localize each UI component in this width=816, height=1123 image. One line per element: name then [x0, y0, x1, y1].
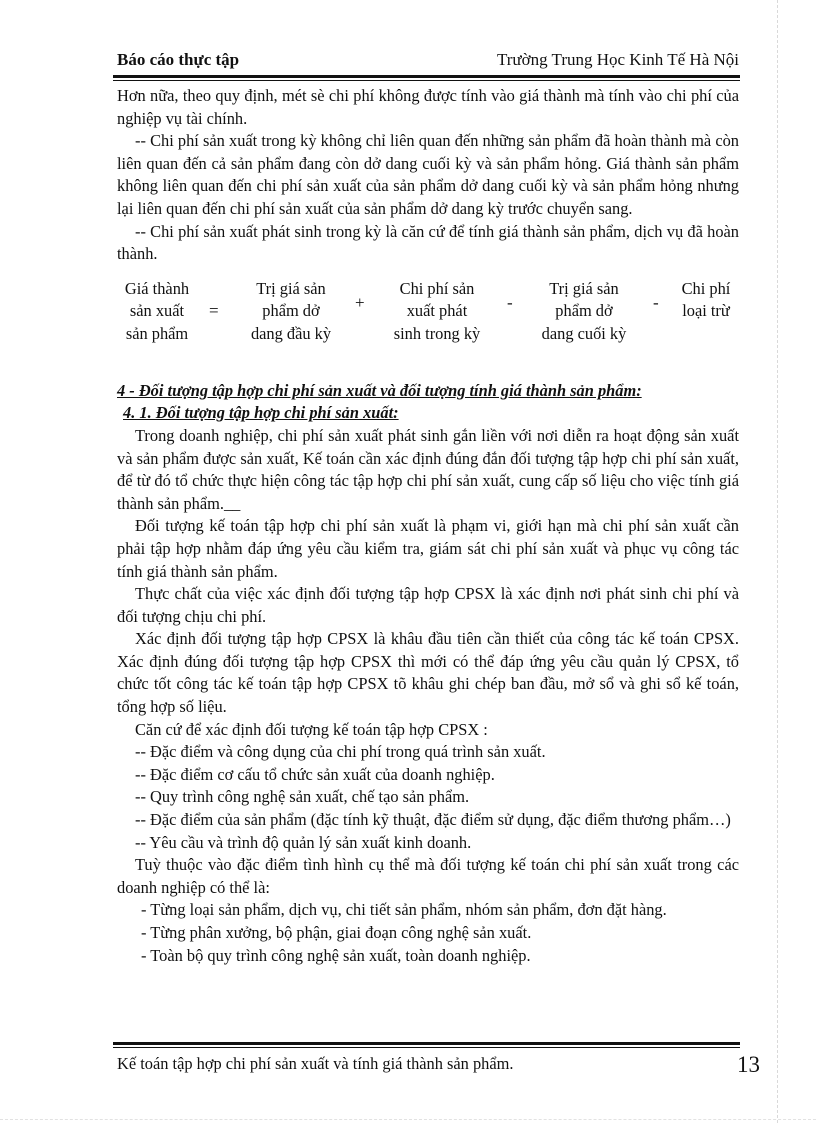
paragraph: Trong doanh nghiệp, chi phí sản xuất phát sinh gắn liền với nơi diễn ra hoạt động sản xuất và sản phẩm được sản xuất, Kế toán cần xác định đúng đắn đối tượng tập hợp chi phí sản xuất, để từ đó tổ chức thực hiện công tác tập hợp chi phí sản xuất, cung cấp số liệu cho việc tính giá thành sản phẩm.__ — [117, 425, 739, 513]
header-rule-thick — [113, 75, 740, 78]
page-number: 13 — [737, 1052, 760, 1077]
paragraph: -- Chi phí sản xuất trong kỳ không chỉ liên quan đến những sản phẩm đã hoàn thành mà còn liên quan đến cả sản phẩm đang còn dở dang cuối kỳ và sản phẩm hỏng. Giá thành sản phẩm không liên quan đến chi phí sản xuất của sản phẩm dở dang cuối kỳ và sản phẩm hỏng nhưng lại liên quan đến chi phí sản xuất của sản phẩm dở dang kỳ trước chuyển sang. — [117, 131, 739, 218]
cost-formula — [117, 278, 739, 366]
paragraph: Hơn nữa, theo quy định, mét sè chi phí không được tính vào giá thành mà tính vào chi phí của nghiệp vụ tài chính. — [117, 86, 739, 128]
list-item: -- Đặc điểm cơ cấu tổ chức sản xuất của doanh nghiệp. — [135, 764, 495, 784]
formula-line: dang đầu kỳ — [250, 323, 332, 343]
list-item: - Toàn bộ quy trình công nghệ sản xuất, toàn doanh nghiệp. — [141, 945, 531, 965]
paragraph: Tuỳ thuộc vào đặc điểm tình hình cụ thể mà đối tượng kế toán chi phí sản xuất trong các doanh nghiệp có thể là: — [117, 855, 739, 897]
formula-line: Chi phí — [681, 278, 731, 298]
list-item: -- Đặc điểm và công dụng của chi phí trong quá trình sản xuất. — [135, 742, 546, 762]
footer-rule-thick — [113, 1042, 740, 1045]
page-body — [117, 85, 739, 967]
list-item: -- Quy trình công nghệ sản xuất, chế tạo sản phẩm. — [135, 787, 470, 807]
formula-minus-sign: - — [507, 292, 513, 312]
paragraph: Xác định đối tượng tập hợp CPSX là khâu đầu tiên cần thiết của công tác kế toán CPSX. Xác định đúng đối tượng tập hợp CPSX thì mới có thể đáp ứng yêu cầu quản lý CPSX, tổ chức tốt công tác kế toán tập hợp CPSX tõ khâu ghi chép ban đầu, mở sổ và ghi sổ kế toán, tổng hợp số liệu. — [117, 629, 739, 717]
list-item: - Từng loại sản phẩm, dịch vụ, chi tiết sản phẩm, nhóm sản phẩm, đơn đặt hàng. — [141, 900, 667, 920]
section-heading: 4 - Đối tượng tập hợp chi phí sản xuất và đối tượng tính giá thành sản phẩm: — [117, 380, 642, 400]
header-school-name: Trường Trung Học Kinh Tế Hà Nội — [496, 50, 739, 69]
paragraph: Đối tượng kế toán tập hợp chi phí sản xuất là phạm vi, giới hạn mà chi phí sản xuất cần phải tập hợp nhằm đáp ứng yêu cầu kiểm tra, giám sát chi phí sản xuất và phục vụ công tác tính giá thành sản phẩm. — [117, 516, 739, 581]
formula-line: xuất phát — [406, 301, 468, 321]
formula-line: Trị giá sản — [256, 278, 326, 298]
formula-line: sản xuất — [129, 301, 185, 321]
paragraph: Thực chất của việc xác định đối tượng tập hợp CPSX là xác định nơi phát sinh chi phí và đối tượng chịu chi phí. — [117, 584, 739, 626]
header-rule-thin — [113, 80, 740, 81]
paragraph: -- Chi phí sản xuất phát sinh trong kỳ là căn cứ để tính giá thành sản phẩm, dịch vụ đã hoàn thành. — [117, 221, 739, 264]
formula-line: sinh trong kỳ — [393, 323, 481, 343]
page-edge-horizontal — [0, 1119, 816, 1120]
formula-term-opening-wip — [235, 278, 347, 346]
formula-line: Chi phí sản — [399, 278, 475, 298]
formula-line: phẩm dở — [262, 301, 320, 321]
formula-term-product-cost — [117, 278, 197, 346]
list-item: -- Đặc điểm của sản phẩm (đặc tính kỹ thuật, đặc điểm sử dụng, đặc điểm thương phẩm…) — [135, 810, 731, 830]
formula-line: Trị giá sản — [549, 278, 619, 298]
footer-rule-thin — [113, 1047, 740, 1048]
list-item: -- Yêu cầu và trình độ quản lý sản xuất kinh doanh. — [135, 832, 472, 852]
formula-term-period-cost — [379, 278, 495, 346]
formula-line: phẩm dở — [555, 301, 613, 321]
formula-minus-sign: - — [653, 292, 659, 312]
header-report-title: Báo cáo thực tập — [117, 50, 240, 69]
formula-plus-sign: + — [355, 292, 365, 312]
formula-line: loại trừ — [682, 301, 730, 321]
page-header — [117, 48, 739, 72]
paragraph: Căn cứ để xác định đối tượng kế toán tập hợp CPSX : — [135, 719, 488, 739]
footer-title: Kế toán tập hợp chi phí sản xuất và tính giá thành sản phẩm. — [117, 1054, 514, 1073]
formula-equals-sign: = — [209, 300, 219, 320]
formula-term-excluded-cost — [673, 278, 739, 323]
subsection-heading: 4. 1. Đối tượng tập hợp chi phí sản xuất: — [123, 403, 399, 423]
list-item: - Từng phân xưởng, bộ phận, giai đoạn công nghệ sản xuất. — [141, 923, 532, 942]
formula-line: dang cuối kỳ — [541, 323, 627, 343]
formula-line: sản phẩm — [125, 323, 189, 343]
page-edge-vertical — [777, 0, 778, 1123]
formula-term-closing-wip — [527, 278, 641, 346]
formula-line: Giá thành — [124, 278, 190, 298]
